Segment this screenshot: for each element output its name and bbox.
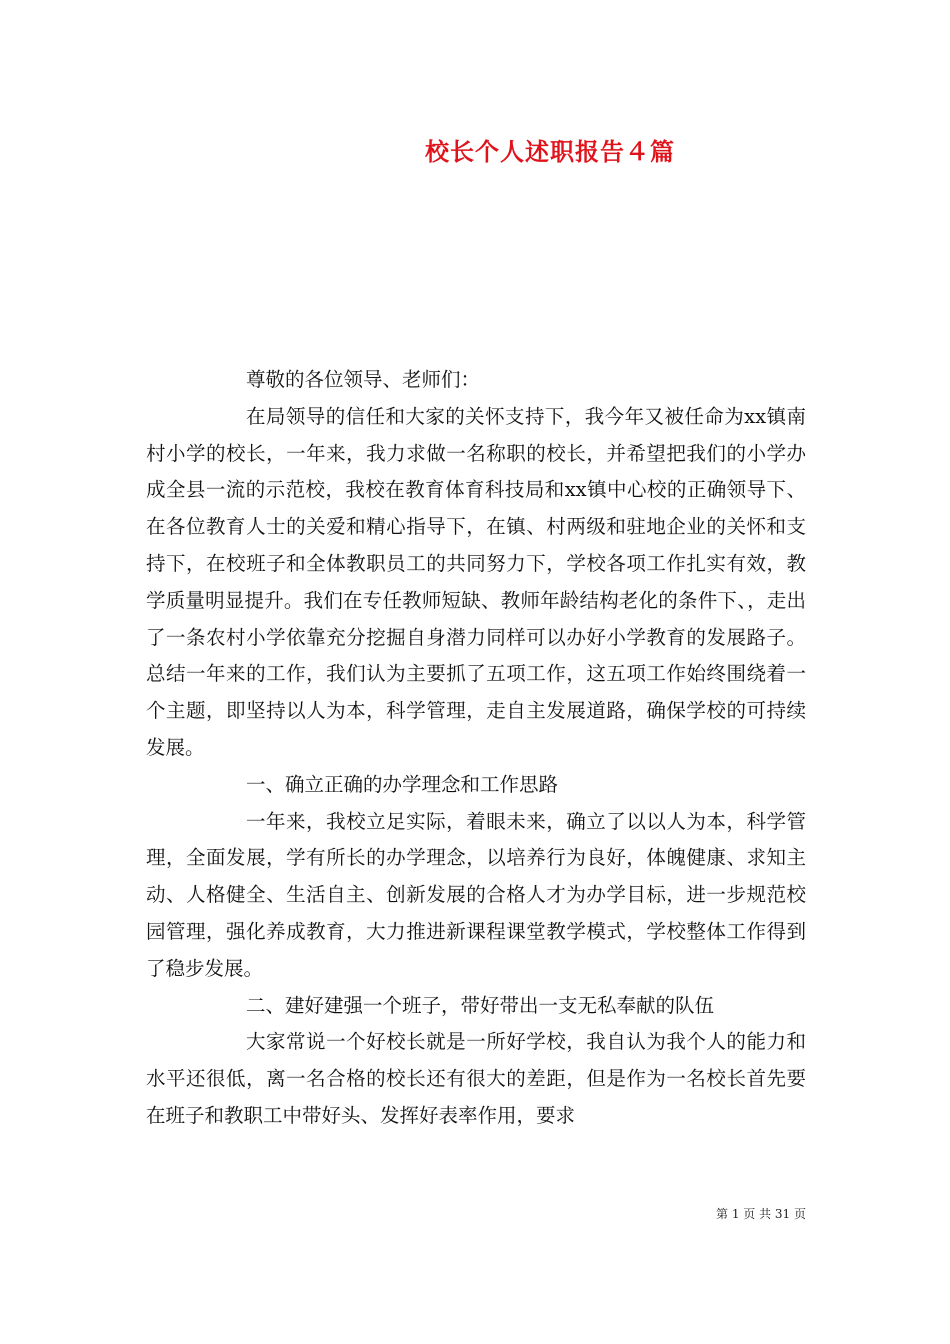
section-1-paragraph: 一年来，我校立足实际，着眼未来，确立了以以人为本，科学管理，全面发展，学有所长的办学理念，以培养行为良好，体魄健康、求知主动、人格健全、生活自主、创新发展的合格人才为办学目标，进一步规范校园管理，强化养成教育，大力推进新课程课堂教学模式，学校整体工作得到了稳步发展。 bbox=[146, 809, 806, 980]
intro-paragraph: 在局领导的信任和大家的关怀支持下，我今年又被任命为xx镇南村小学的校长，一年来，我力求做一名称职的校长，并希望把我们的小学办成全县一流的示范校，我校在教育体育科技局和xx镇中心校的正确领导下、在各位教育人士的关爱和精心指导下，在镇、村两级和驻地企业的关怀和支持下，在校班子和全体教职员工的共同努力下，学校各项工作扎实有效，教学质量明显提升。我们在专任教师短缺、教师年龄结构老化的条件下、，走出了一条农村小学依靠充分挖掘自身潜力同样可以办好小学教育的发展路子。总结一年来的工作，我们认为主要抓了五项工作，这五项工作始终围绕着一个主题，即坚持以人为本，科学管理，走自主发展道路，确保学校的可持续发展。 bbox=[146, 404, 806, 759]
section-2-paragraph: 大家常说一个好校长就是一所好学校，我自认为我个人的能力和水平还很低，离一名合格的校长还有很大的差距，但是作为一名校长首先要在班子和教职工中带好头、发挥好表率作用，要求 bbox=[146, 1030, 806, 1127]
section-heading-1: 一、确立正确的办学理念和工作思路 bbox=[246, 772, 559, 796]
salutation-paragraph: 尊敬的各位领导、老师们： bbox=[246, 368, 481, 391]
section-heading-2: 二、建好建强一个班子，带好带出一支无私奉献的队伍 bbox=[246, 993, 715, 1017]
page-number-footer: 第 1 页 共 31 页 bbox=[716, 1207, 806, 1221]
document-body bbox=[146, 362, 806, 1135]
document-title: 校长个人述职报告４篇 bbox=[425, 137, 675, 166]
